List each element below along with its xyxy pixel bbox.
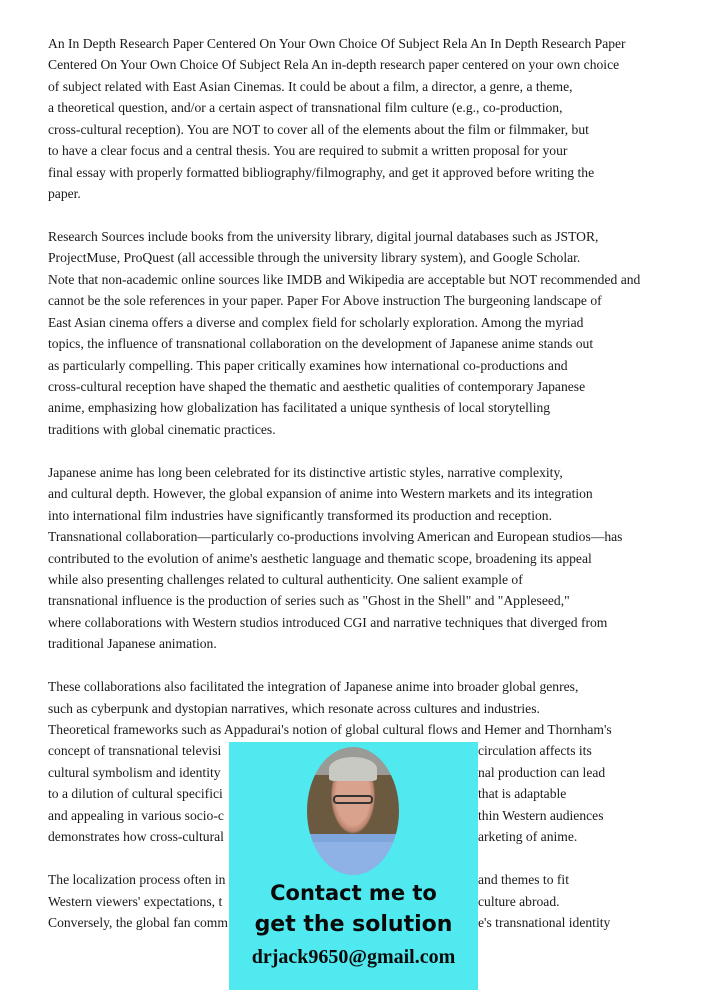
text-line bbox=[48, 462, 698, 483]
text-line-content: where collaborations with Western studios introduced CGI and narrative techniques that diverged from bbox=[48, 614, 608, 630]
text-line bbox=[48, 569, 698, 590]
text-line-content: traditions with global cinematic practices. bbox=[48, 421, 276, 437]
text-line-content: anime, emphasizing how globalization has facilitated a unique synthesis of local storytelling bbox=[48, 400, 551, 416]
text-line-content: Note that non-academic online sources like IMDB and Wikipedia are acceptable but NOT recommended and bbox=[48, 271, 641, 287]
text-line bbox=[48, 397, 698, 418]
text-line-content: concept of transnational televisi bbox=[48, 743, 222, 759]
text-line-content: contributed to the evolution of anime's aesthetic language and thematic scope, broadening its appeal bbox=[48, 550, 592, 566]
text-line-content: cannot be the sole references in your paper. Paper For Above instruction The burgeoning landscape of bbox=[48, 293, 602, 309]
text-line-content: to a dilution of cultural specifici bbox=[48, 786, 223, 802]
text-line bbox=[48, 33, 698, 54]
text-line-right-fragment: nal production can lead bbox=[478, 764, 606, 780]
text-line bbox=[48, 140, 698, 161]
text-line-content: Conversely, the global fan comm bbox=[48, 914, 228, 930]
text-line bbox=[48, 419, 698, 440]
paragraph bbox=[48, 462, 698, 655]
text-line-content: Japanese anime has long been celebrated for its distinctive artistic styles, narrative complexity, bbox=[48, 464, 563, 480]
text-line-content: topics, the influence of transnational collaboration on the development of Japanese anime stands out bbox=[48, 336, 594, 352]
text-line-right-fragment: that is adaptable bbox=[478, 786, 567, 802]
text-line-right-fragment: culture abroad. bbox=[478, 893, 560, 909]
text-line-content: such as cyberpunk and dystopian narratives, which resonate across cultures and industries. bbox=[48, 700, 540, 716]
text-line-content: traditional Japanese animation. bbox=[48, 636, 217, 652]
text-line bbox=[48, 269, 698, 290]
text-line bbox=[48, 633, 698, 654]
text-line-content: Theoretical frameworks such as Appadurai's notion of global cultural flows and Hemer and Thornham's bbox=[48, 722, 612, 737]
text-line bbox=[48, 162, 698, 183]
text-line-content: into international film industries have significantly transformed its production and reception. bbox=[48, 507, 552, 523]
text-line-content: and appealing in various socio-c bbox=[48, 807, 224, 823]
text-line bbox=[48, 505, 698, 526]
text-line-content: Western viewers' expectations, t bbox=[48, 893, 223, 909]
text-line-content: as particularly compelling. This paper critically examines how international co-productions and bbox=[48, 357, 568, 373]
text-line-content: paper. bbox=[48, 186, 81, 202]
text-line bbox=[48, 54, 698, 75]
text-line-content: cultural symbolism and identity bbox=[48, 764, 221, 780]
text-line-content: East Asian cinema offers a diverse and complex field for scholarly exploration. Among the myriad bbox=[48, 314, 584, 330]
text-line-content: cross-cultural reception). You are NOT to cover all of the elements about the film or filmmaker, but bbox=[48, 121, 589, 137]
contact-headline-line-1: Contact me to bbox=[270, 881, 437, 905]
text-line-right-fragment: circulation affects its bbox=[478, 743, 592, 759]
text-line bbox=[48, 376, 698, 397]
text-line-content: final essay with properly formatted bibliography/filmography, and get it approved before writing the bbox=[48, 164, 595, 180]
text-line bbox=[48, 97, 698, 118]
text-line bbox=[48, 226, 698, 247]
text-line-right-fragment: and themes to fit bbox=[478, 872, 569, 888]
text-line bbox=[48, 526, 698, 547]
contact-email: drjack9650@gmail.com bbox=[251, 946, 456, 968]
text-line bbox=[48, 119, 698, 140]
profile-photo bbox=[307, 747, 399, 875]
text-line-content: of subject related with East Asian Cinemas. It could be about a film, a director, a genre, a theme, bbox=[48, 78, 573, 94]
text-line bbox=[48, 719, 698, 740]
text-line bbox=[48, 333, 698, 354]
text-line bbox=[48, 612, 698, 633]
contact-headline-line-2: get the solution bbox=[254, 912, 453, 937]
contact-advertisement bbox=[229, 742, 478, 990]
text-line-right-fragment: e's transnational identity bbox=[478, 914, 611, 930]
text-line-content: Centered On Your Own Choice Of Subject Rela An in-depth research paper centered on your own choice bbox=[48, 57, 620, 73]
text-line bbox=[48, 76, 698, 97]
text-line-content: The localization process often in bbox=[48, 872, 226, 888]
text-line bbox=[48, 183, 698, 204]
text-line bbox=[48, 698, 698, 719]
text-line bbox=[48, 548, 698, 569]
text-line-content: demonstrates how cross-cultural bbox=[48, 829, 224, 845]
text-line-content: while also presenting challenges related to cultural authenticity. One salient example of bbox=[48, 571, 523, 587]
text-line-content: An In Depth Research Paper Centered On Your Own Choice Of Subject Rela An In Depth Research Paper bbox=[48, 36, 626, 51]
text-line-right-fragment: arketing of anime. bbox=[478, 829, 578, 845]
text-line-content: These collaborations also facilitated the integration of Japanese anime into broader global genres, bbox=[48, 679, 579, 695]
text-line bbox=[48, 590, 698, 611]
paragraph bbox=[48, 33, 698, 205]
text-line bbox=[48, 676, 698, 697]
text-line-content: cross-cultural reception have shaped the thematic and aesthetic qualities of contemporary Japanese bbox=[48, 379, 586, 394]
paragraph bbox=[48, 226, 698, 440]
text-line-content: Transnational collaboration—particularly co-productions involving American and European studios—has bbox=[48, 529, 623, 545]
text-line-content: transnational influence is the production of series such as "Ghost in the Shell" and "Appleseed," bbox=[48, 593, 570, 609]
text-line bbox=[48, 290, 698, 311]
text-line-content: Research Sources include books from the university library, digital journal databases such as JSTOR, bbox=[48, 228, 599, 244]
text-line-content: to have a clear focus and a central thesis. You are required to submit a written proposal for your bbox=[48, 143, 568, 159]
text-line bbox=[48, 312, 698, 333]
text-line bbox=[48, 483, 698, 504]
text-line-content: ProjectMuse, ProQuest (all accessible through the university library system), and Google Scholar. bbox=[48, 250, 581, 266]
text-line bbox=[48, 247, 698, 268]
text-line-content: and cultural depth. However, the global expansion of anime into Western markets and its integration bbox=[48, 486, 593, 502]
text-line-right-fragment: thin Western audiences bbox=[478, 807, 604, 823]
text-line-content: a theoretical question, and/or a certain aspect of transnational film culture (e.g., co-production, bbox=[48, 100, 563, 116]
text-line bbox=[48, 355, 698, 376]
